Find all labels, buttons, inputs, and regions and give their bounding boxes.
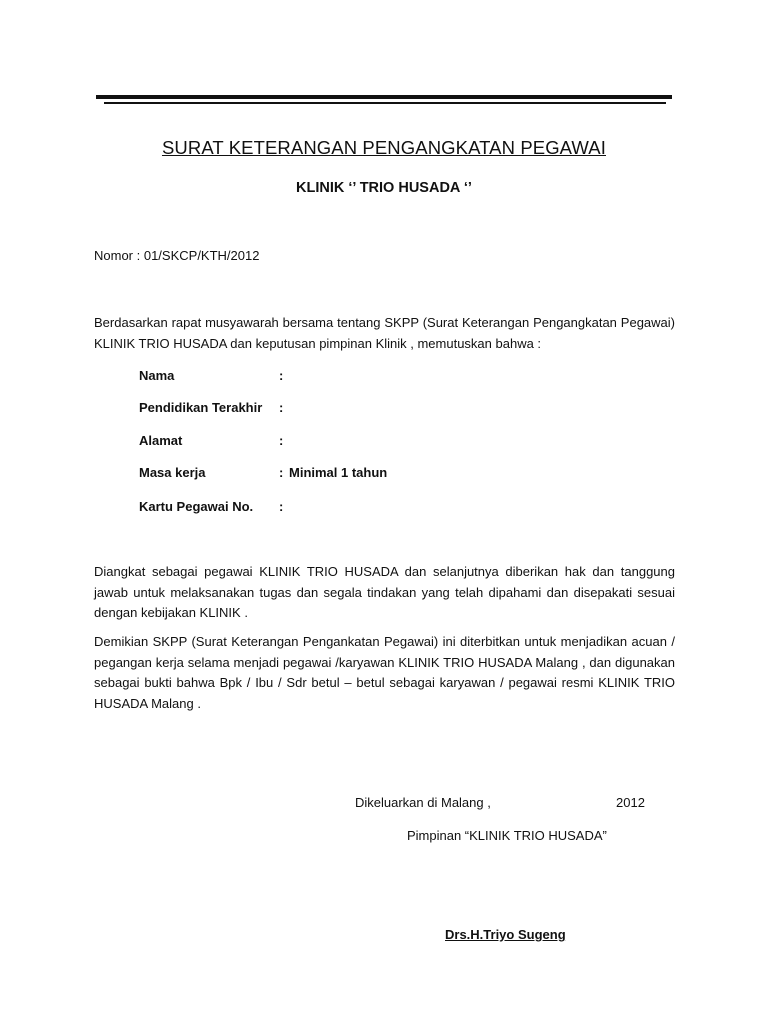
leader-title: Pimpinan “KLINIK TRIO HUSADA” xyxy=(407,828,607,843)
issued-year: 2012 xyxy=(616,795,645,810)
field-label: Kartu Pegawai No. xyxy=(139,499,254,514)
field-colon: : xyxy=(279,400,284,415)
field-colon: : xyxy=(279,433,284,448)
field-value: Minimal 1 tahun xyxy=(289,465,388,480)
closing-paragraph: Demikian SKPP (Surat Keterangan Pengankatan Pegawai) ini diterbitkan untuk menjadikan acuan / pegangan kerja selama menjadi pegawai /karyawan KLINIK TRIO HUSADA Malang , dan digunakan sebagai bukti bahwa Bpk / Ibu / Sdr betul – betul sebagai karyawan / pegawai resmi KLINIK TRIO HUSADA Malang . xyxy=(94,634,675,711)
appointment-paragraph: Diangkat sebagai pegawai KLINIK TRIO HUSADA dan selanjutnya diberikan hak dan tanggung jawab untuk melaksanakan tugas dan segala tindakan yang telah dipahami dan disepakati sesuai dengan kebijakan KLINIK . xyxy=(94,564,675,620)
header-rule-thick xyxy=(96,95,672,99)
header-rule-thin xyxy=(104,102,666,104)
issued-place: Dikeluarkan di Malang , xyxy=(355,795,491,810)
clinic-name: KLINIK ‘’ TRIO HUSADA ‘’ xyxy=(296,180,472,196)
intro-paragraph: Berdasarkan rapat musyawarah bersama tentang SKPP (Surat Keterangan Pengangkatan Pegawai) KLINIK TRIO HUSADA dan keputusan pimpinan Klinik , memutuskan bahwa : xyxy=(94,315,675,351)
field-label: Nama xyxy=(139,368,175,383)
field-label: Alamat xyxy=(139,433,183,448)
document-number: Nomor : 01/SKCP/KTH/2012 xyxy=(94,248,260,263)
signer-name: Drs.H.Triyo Sugeng xyxy=(445,927,566,942)
document-title: SURAT KETERANGAN PENGANGKATAN PEGAWAI xyxy=(161,137,606,158)
field-colon: : xyxy=(279,499,284,514)
field-colon: : xyxy=(279,368,284,383)
field-colon: : xyxy=(279,465,284,480)
field-label: Pendidikan Terakhir xyxy=(139,400,263,415)
field-label: Masa kerja xyxy=(139,465,206,480)
